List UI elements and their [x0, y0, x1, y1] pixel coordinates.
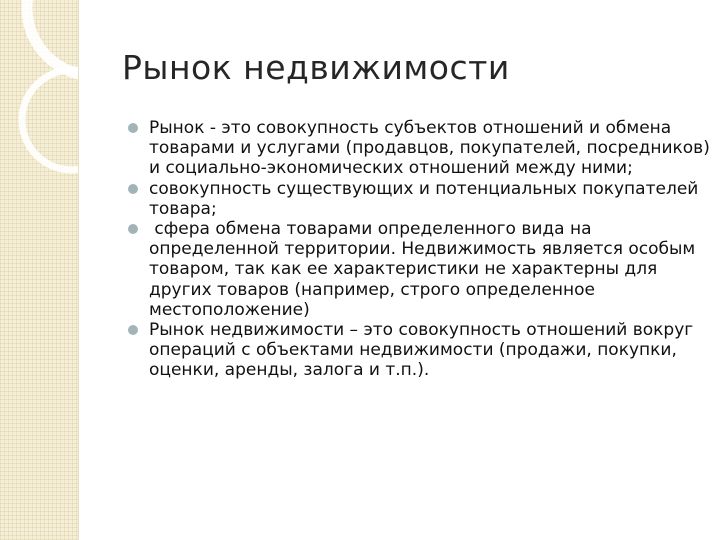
bullet-item: [128, 219, 713, 320]
bullet-text: сфера обмена товарами определенного вида на определенной территории. Недвижимость является особым товаром, так как ее характеристики не характерны для других товаров (например, строго определенное местоположение): [149, 219, 701, 320]
bullet-dot-icon: [128, 184, 138, 194]
bullet-item: [128, 118, 713, 179]
bullet-dot-icon: [128, 123, 138, 133]
band-divider: [78, 0, 79, 540]
bullet-item: [128, 320, 713, 381]
bullet-text: Рынок недвижимости – это совокупность отношений вокруг операций с объектами недвижимости (продажи, покупки, оценки, аренды, залога и т.п.).: [149, 320, 694, 381]
bullet-list: [128, 118, 713, 381]
bullet-item: [128, 179, 713, 219]
decorative-circles-graphic: [0, 0, 78, 540]
bullet-dot-icon: [128, 224, 138, 234]
decorative-side-band: [0, 0, 78, 540]
bullet-text: совокупность существующих и потенциальных покупателей товара;: [149, 178, 699, 219]
bullet-text: Рынок - это совокупность субъектов отношений и обмена товарами и услугами (продавцов, покупателей, посредников) и социально-экономических отношений между ними;: [149, 118, 710, 179]
bullet-dot-icon: [128, 325, 138, 335]
slide-title: Рынок недвижимости: [122, 48, 510, 87]
